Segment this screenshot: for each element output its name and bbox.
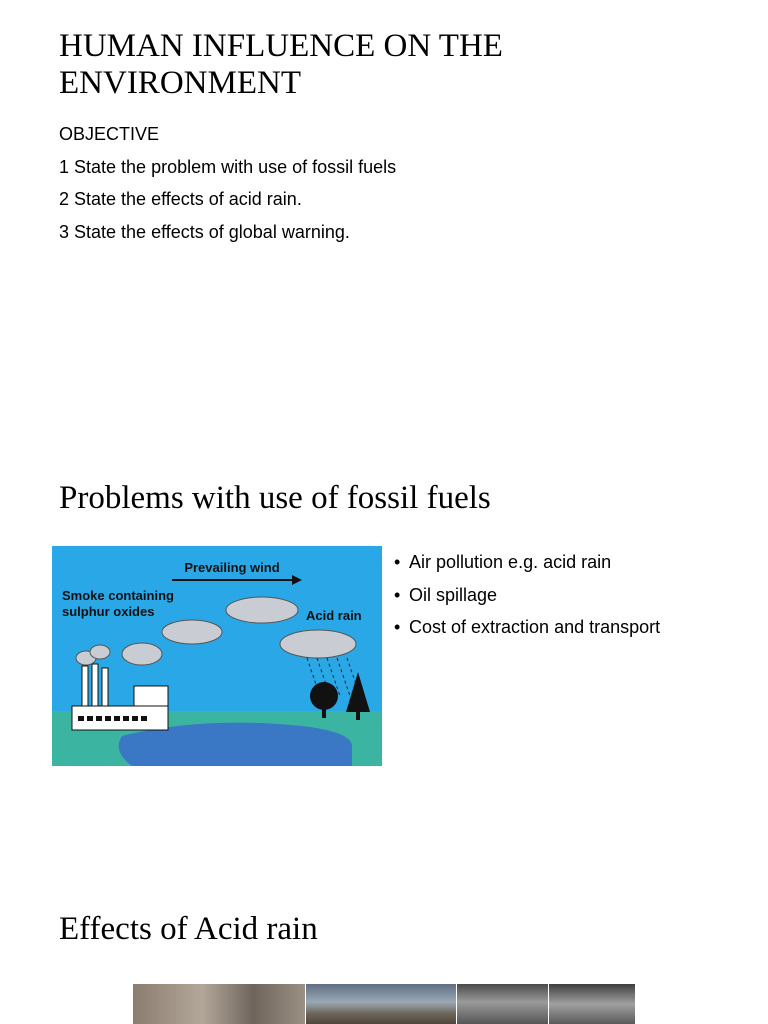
dead-trees-photo bbox=[133, 984, 305, 1024]
list-item: • Air pollution e.g. acid rain bbox=[394, 552, 612, 572]
wind-label: Prevailing wind bbox=[184, 560, 280, 575]
lake-photo bbox=[306, 984, 456, 1024]
smoke-label: sulphur oxides bbox=[62, 604, 155, 619]
objective-item: 2 State the effects of acid rain. bbox=[59, 189, 302, 209]
objective-heading: OBJECTIVE bbox=[59, 124, 160, 144]
smoke-label: Smoke containing bbox=[62, 588, 174, 603]
objective-item: 1 State the problem with use of fossil fuels bbox=[59, 156, 397, 177]
objective-item: 3 State the effects of global warning. bbox=[59, 221, 350, 242]
objectives-block bbox=[59, 118, 579, 248]
list-item: • Cost of extraction and transport bbox=[394, 617, 661, 637]
slide-title: HUMAN INFLUENCE ON THE ENVIRONMENT bbox=[59, 28, 503, 101]
problems-list bbox=[394, 546, 754, 644]
acid-rain-diagram bbox=[52, 546, 382, 766]
smoke-cloud bbox=[162, 620, 222, 644]
statue-photo bbox=[457, 984, 548, 1024]
slide-objectives bbox=[0, 0, 768, 432]
slide-fossil-fuels bbox=[0, 432, 768, 864]
acid-rain-cloud bbox=[280, 630, 356, 658]
list-item: • Oil spillage bbox=[394, 584, 498, 605]
photo-strip bbox=[133, 984, 635, 1024]
smoke-cloud bbox=[122, 643, 162, 665]
acid-rain-label: Acid rain bbox=[306, 608, 362, 623]
slide-title: Effects of Acid rain bbox=[59, 911, 318, 947]
slide-acid-rain-effects bbox=[0, 864, 768, 1024]
smoke-cloud bbox=[226, 597, 298, 623]
eroded-statue-photo bbox=[549, 984, 635, 1024]
slide-title: Problems with use of fossil fuels bbox=[59, 480, 491, 516]
